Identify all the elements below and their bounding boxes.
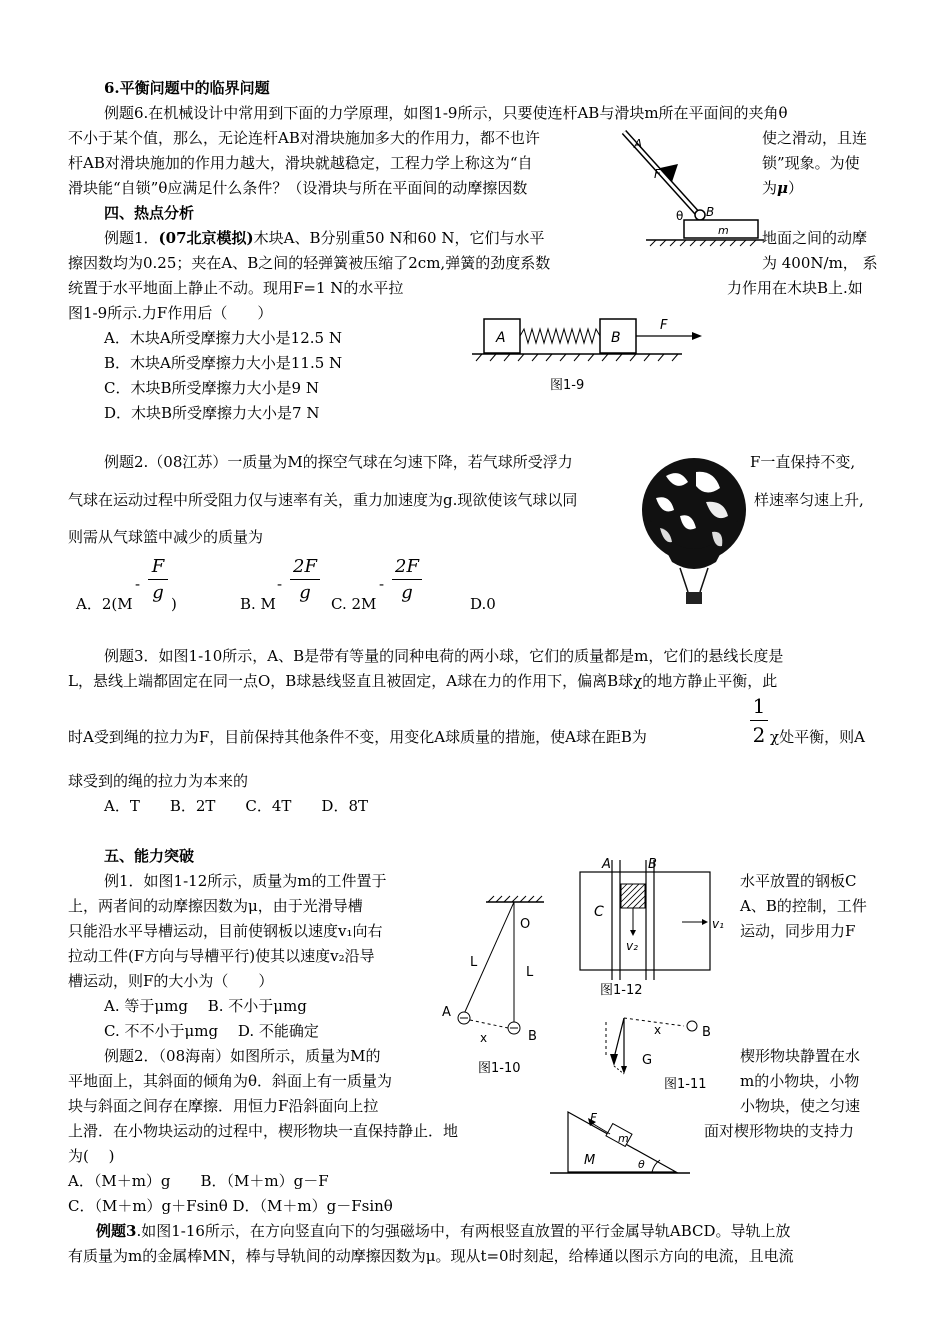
ex2-option-c-fraction: 2F g	[392, 556, 422, 603]
r2-line2a: 平地面上，其斜面的倾角为θ．斜面上有一质量为	[68, 1072, 393, 1090]
r2-line1a: 例题2．（08海南）如图所示，质量为M的	[104, 1047, 381, 1065]
ex2-line2b: 样速率匀速上升,	[754, 491, 864, 509]
section-6-title: 6.平衡问题中的临界问题	[104, 79, 270, 97]
figure-wedge	[544, 1108, 694, 1180]
ex2-option-c-minus: -	[379, 575, 385, 593]
r2-line3a: 块与斜面之间存在摩擦．用恒力F沿斜面向上拉	[68, 1097, 379, 1115]
r1-options-cd: C. 不不小于μmg D. 不能确定	[104, 1022, 319, 1040]
r2-line4b: 面对楔形物块的支持力	[704, 1122, 855, 1140]
label-B: B	[702, 1025, 711, 1040]
ex3-line3a: 时A受到绳的拉力为F，目前保持其他条件不变，用变化A球质量的措施，使A球在距B为	[68, 728, 647, 746]
ex2-line1a: 例题2.（08江苏）一质量为M的探空气球在匀速下降，若气球所受浮力	[104, 453, 573, 471]
label-B: B	[706, 205, 715, 219]
r1-line2b: A、B的控制，工件	[740, 897, 867, 915]
example6-line1: 例题6.在机械设计中常用到下面的力学原理，如图1-9所示，只要使连杆AB与滑块m所在平面间的夹角θ	[104, 104, 788, 122]
label-m: m	[618, 1132, 629, 1145]
label-G: G	[642, 1053, 653, 1068]
ex1-option-a: A．木块A所受摩擦力大小是12.5 N	[104, 329, 342, 347]
ex1-line3a: 统置于水平地面上静止不动。现用F=1 N的水平拉	[68, 279, 404, 297]
label-O: O	[520, 917, 531, 932]
ex2-option-d: D.0	[470, 595, 496, 613]
ex1-option-c: C．木块B所受摩擦力大小是9 N	[104, 379, 319, 397]
force-label-f: F	[660, 318, 668, 333]
section-4-title: 四、热点分析	[104, 204, 195, 222]
example6-line2b: 使之滑动，且连	[762, 129, 868, 147]
example6-line4a: 滑块能“自锁”θ应满足什么条件？（设滑块与所在平面间的动摩擦因数	[68, 179, 528, 197]
ex2-option-a-fraction: F g	[148, 556, 168, 603]
r1-line2a: 上，两者间的动摩擦因数为μ，由于光滑导槽	[68, 897, 363, 915]
ex1-line1: 例题1．(07北京模拟)木块A、B分别重50 N和60 N，它们与水平	[104, 229, 545, 247]
label-theta: θ	[676, 209, 684, 223]
label-B: B	[528, 1029, 537, 1044]
figure-1-11-forces	[600, 1008, 728, 1098]
r1-line3a: 只能沿水平导槽运动，目前使钢板以速度v₁向右	[68, 922, 383, 940]
label-M: M	[584, 1153, 596, 1168]
ex2-option-b-fraction: 2F g	[290, 556, 320, 603]
label-F: F	[654, 167, 661, 181]
label-B: B	[648, 857, 657, 872]
ex1-line1d: 地面之间的动摩	[762, 229, 868, 247]
label-x: x	[654, 1023, 662, 1037]
example6-line3a: 杆AB对滑块施加的作用力越大，滑块就越稳定，工程力学上称这为“自	[68, 154, 533, 172]
mu-symbol: μ	[777, 179, 788, 197]
ex2-option-b-minus: -	[277, 575, 283, 593]
r1-line1b: 水平放置的钢板C	[740, 872, 857, 890]
label-A: A	[602, 857, 611, 872]
ex2-option-b: B. M	[240, 595, 276, 613]
r2-line2b: m的小物块，小物	[740, 1072, 860, 1090]
r1-line1a: 例1．如图1-12所示，质量为m的工件置于	[104, 872, 387, 890]
block-label-b: B	[611, 330, 621, 346]
r2-options-ab: A．（M＋m）g B．（M＋m）g－F	[68, 1172, 329, 1190]
example6-line2a: 不小于某个值，那么，无论连杆AB对滑块施加多大的作用力，都不也许	[68, 129, 540, 147]
ex2-option-a-close: )	[171, 595, 177, 613]
ex2-line2a: 气球在运动过程中所受阻力仅与速率有关，重力加速度为g.现欲使该气球以同	[68, 491, 578, 509]
ex2-line3: 则需从气球篮中减少的质量为	[68, 528, 264, 546]
ex1-line2a: 擦因数均为0.25；夹在A、B之间的轻弹簧被压缩了2cm,弹簧的劲度系数	[68, 254, 551, 272]
ex1-line4: 图1-9所示.力F作用后（ ）	[68, 304, 273, 322]
ex2-option-a-minus: -	[135, 575, 141, 593]
ex3-line2: L，悬线上端都固定在同一点O，B球悬线竖直且被固定，A球在力的作用下，偏离B球χ的地方静止平衡，此	[68, 672, 778, 690]
figure-1-9-blocks	[460, 305, 712, 409]
ex2-option-a: A．2(M	[76, 595, 133, 613]
spring-icon	[520, 329, 600, 343]
hot-air-balloon-image	[636, 458, 752, 608]
label-F: F	[590, 1111, 597, 1125]
label-v1: v₁	[712, 917, 724, 931]
example6-line4b: 为μ）	[762, 179, 804, 197]
ex1-option-b: B．木块A所受摩擦力大小是11.5 N	[104, 354, 343, 372]
figure-caption: 图1-9	[550, 378, 585, 393]
r1-line5: 槽运动，则F的大小为（ ）	[68, 972, 274, 990]
r1-options-ab: A. 等于μmg B. 不小于μmg	[104, 997, 307, 1015]
ex3-line1: 例题3．如图1-10所示，A、B是带有等量的同种电荷的两小球，它们的质量都是m，它们的悬线长度是	[104, 647, 784, 665]
r2-line5: 为( )	[68, 1147, 115, 1165]
r1-line4: 拉动工件(F方向与导槽平行)使其以速度v₂沿导	[68, 947, 375, 965]
ex1-option-d: D．木块B所受摩擦力大小是7 N	[104, 404, 320, 422]
example6-line3b: 锁”现象。为使	[762, 154, 860, 172]
ex2-option-c: C. 2M	[331, 595, 377, 613]
ex2-line1b: F一直保持不变,	[750, 453, 856, 471]
ex3-half-fraction: 1 2	[750, 694, 768, 747]
ex1-line3b: 力作用在木块B上.如	[727, 279, 863, 297]
figure-caption: 图1-12	[600, 983, 643, 998]
r1-line3b: 运动，同步用力F	[740, 922, 856, 940]
r2-options-cd: C．（M＋m）g＋Fsinθ D．（M＋m）g－Fsinθ	[68, 1197, 393, 1215]
figure-caption: 图1-11	[664, 1077, 707, 1092]
r2-line3b: 小物块，使之匀速	[740, 1097, 861, 1115]
figure-1-9-slider	[616, 124, 766, 248]
figure-caption: 图1-10	[478, 1061, 521, 1076]
figure-1-10-pendulum	[440, 894, 560, 1084]
r2-line1b: 楔形物块静置在水	[740, 1047, 861, 1065]
ex3-line4: 球受到的绳的拉力为本来的	[68, 772, 249, 790]
label-L2: L	[526, 965, 534, 980]
label-L1: L	[470, 955, 478, 970]
ex3-options: A．T B．2T C．4T D．8T	[104, 797, 369, 815]
ex3-line3b: χ处平衡，则A	[770, 728, 865, 746]
figure-1-12-plate	[572, 856, 732, 998]
label-A: A	[442, 1005, 451, 1020]
label-v2: v₂	[626, 939, 638, 953]
ex1-line2b: 为 400N/m， 系	[762, 254, 878, 272]
section-5-title: 五、能力突破	[104, 847, 195, 865]
r3-line2: 有质量为m的金属棒MN，棒与导轨间的动摩擦因数为μ。现从t=0时刻起，给棒通以图示方向的电流，且电流	[68, 1247, 794, 1265]
label-theta: θ	[638, 1158, 645, 1171]
r2-line4a: 上滑．在小物块运动的过程中，楔形物块一直保持静止．地	[68, 1122, 459, 1140]
label-m: m	[718, 224, 729, 237]
label-x: x	[480, 1031, 488, 1045]
block-label-a: A	[496, 330, 506, 346]
label-C: C	[594, 904, 604, 920]
r3-line1: 例题3.如图1-16所示，在方向竖直向下的匀强磁场中，有两根竖直放置的平行金属导轨ABCD。导轨上放	[96, 1222, 791, 1240]
label-A: A	[634, 137, 643, 151]
